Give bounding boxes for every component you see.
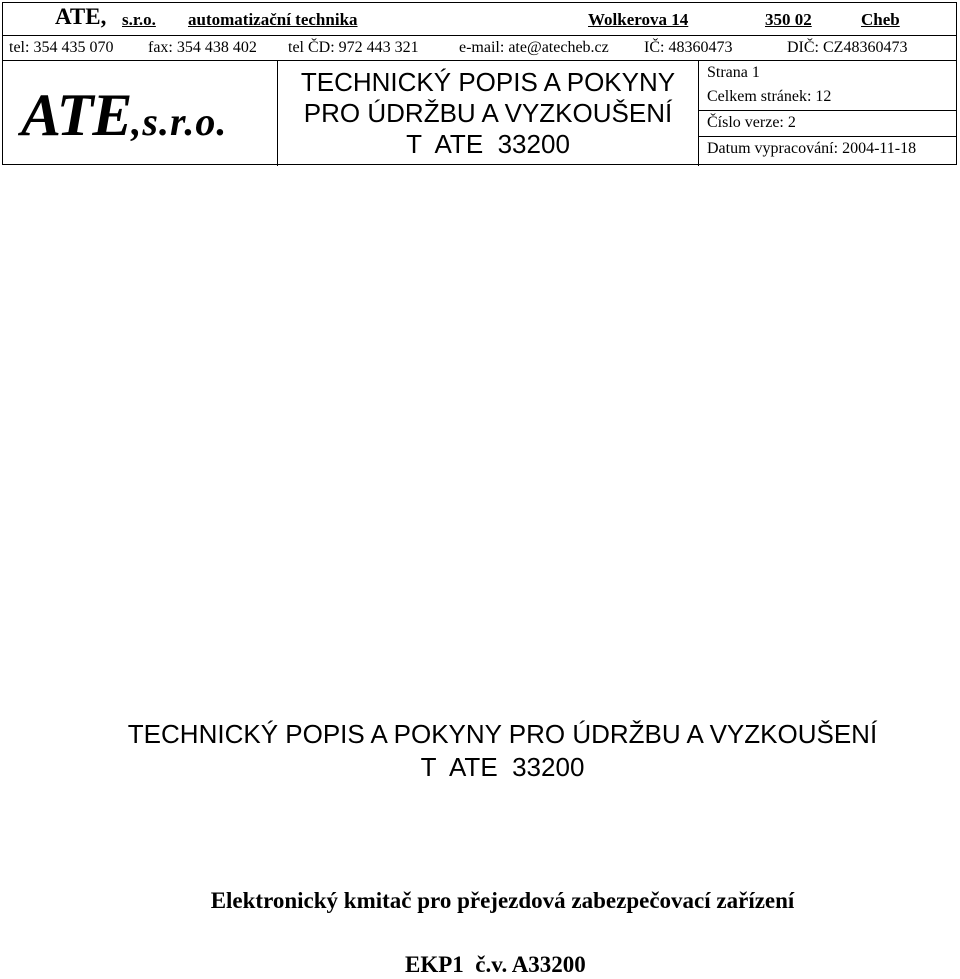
company-street: Wolkerova 14 [588,10,689,29]
total-pages: Celkem stránek: 12 [699,85,956,111]
document-main-title [0,718,960,784]
company-zip: 350 02 [765,10,812,29]
main-title-line2: T ATE 33200 [420,752,585,782]
contact-line [3,35,956,61]
header-title-line3: T ATE 33200 [406,129,570,159]
document-info-cell [699,61,956,166]
contact-tel-cd: tel ČD: 972 443 321 [288,39,419,56]
contact-dic: DIČ: CZ48360473 [787,39,908,56]
page-number: Strana 1 [707,64,760,81]
contact-tel: tel: 354 435 070 [9,39,114,56]
logo-main-text: ATE [21,82,132,148]
company-city: Cheb [861,10,900,29]
company-name: ATE, [55,4,107,29]
contact-fax: fax: 354 438 402 [148,39,257,56]
header-title-line1: TECHNICKÝ POPIS A POKYNY [300,67,676,97]
company-tagline: automatizační technika [188,10,358,29]
header-title-line2: PRO ÚDRŽBU A VYZKOUŠENÍ [303,98,673,128]
company-legal-form: s.r.o. [122,10,156,29]
logo-suffix-text: ,s.r.o. [131,99,228,144]
contact-email: e-mail: ate@atecheb.cz [459,39,609,56]
version-number: Číslo verze: 2 [699,111,956,137]
main-title-line1: TECHNICKÝ POPIS A POKYNY PRO ÚDRŽBU A VYZKOUŠENÍ [127,719,878,749]
company-line [3,3,956,35]
logo-cell [3,61,277,166]
company-logo [21,81,227,150]
header-title-cell [277,61,699,166]
document-header [2,2,957,165]
date-prepared: Datum vypracování: 2004-11-18 [707,140,917,157]
contact-ic: IČ: 48360473 [644,39,733,56]
document-code: EKP1 č.v. A33200 [405,952,586,977]
document-subtitle: Elektronický kmitač pro přejezdová zabezpečovací zařízení [210,888,795,913]
